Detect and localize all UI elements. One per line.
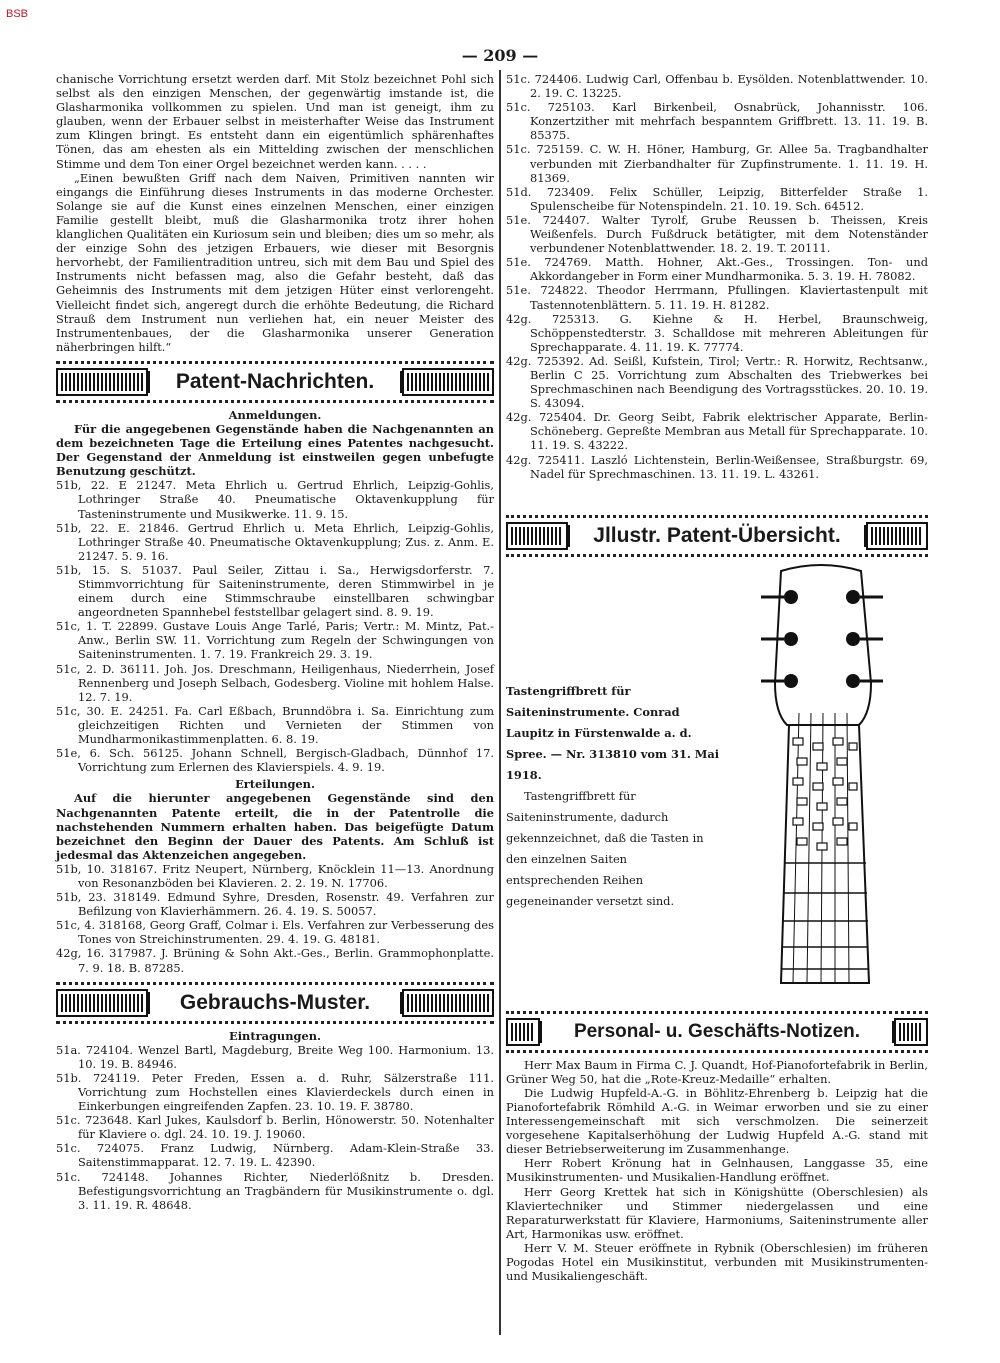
- gm-entry: 51e. 724407. Walter Tyrolf, Grube Reussen b. Theissen, Kreis Weißenfels. Durch Fußdruck betätigter, mit dem Notenständer verbundener Notenblattwender. 18. 2. 19. T. 20111.: [506, 212, 928, 256]
- patent-entry: 51c, 1. T. 22899. Gustave Louis Ange Tarlé, Paris; Vertr.: M. Mintz, Pat.-Anw., Berlin SW. 11. Vorrichtung zum Regeln der Schwingungen von Saiteninstrumenten. 1. 7. 19. Frankreich 29. 3. 19.: [56, 619, 494, 662]
- library-mark: BSB: [6, 8, 29, 20]
- anmeldungen-intro: Für die angegebenen Gegenstände haben die Nachgenannten an dem bezeichneten Tage die Erteilung eines Patentes nachgesucht. Der Gegenstand der Anmeldung ist einstweilen gegen unbefugte Benutzung geschützt.: [56, 421, 494, 479]
- banner-ornament: [402, 989, 494, 1017]
- gm-entry: 51c. 723648. Karl Jukes, Kaulsdorf b. Berlin, Hönowerstr. 50. Notenhalter für Klaviere o. dgl. 24. 10. 19. J. 19060.: [56, 1113, 494, 1142]
- patent-entry: 51b, 15. S. 51037. Paul Seiler, Zittau i. Sa., Herwigsdorferstr. 7. Stimmvorrichtung für Saiteninstrumente, deren Stimmwirbel in je einem durch eine Stimmschraube einstellbaren schwingbar angeordneten Spannhebel feststellbar gelagert sind. 8. 9. 19.: [56, 562, 494, 620]
- patent-entry: 51e, 6. Sch. 56125. Johann Schnell, Bergisch-Gladbach, Dünnhof 17. Vorrichtung zum Erlernen des Klavierspiels. 4. 9. 19.: [56, 746, 494, 775]
- figure-text: [506, 563, 721, 1003]
- business-note: Die Ludwig Hupfeld-A.-G. in Böhlitz-Ehrenberg b. Leipzig hat die Pianofortefabrik Römhild A.-G. in Weimar erworben und sie zu einer Interessengemeinschaft mit sich verschmolzen. Die seinerzeit vorgesehene Kapitalserhöhung der Ludwig Hupfeld A.-G. stand mit dieser Betriebserweiterung im Zusammenhange.: [506, 1085, 928, 1157]
- gm-entry: 42g. 725313. G. Kiehne & H. Herbel, Braunschweig, Schöppenstedterstr. 3. Schalldose mit mehreren Ableitungen für Sprechapparate. 4. 11. 19. K. 77774.: [506, 311, 928, 354]
- fingerboard-drawing: [721, 563, 928, 1003]
- patent-banner: [56, 361, 494, 403]
- gebrauchs-heading: Gebrauchs-Muster.: [148, 992, 402, 1014]
- gm-entry: 51c. 724075. Franz Ludwig, Nürnberg. Adam-Klein-Straße 33. Saitenstimmapparat. 12. 7. 19. L. 42390.: [56, 1141, 494, 1170]
- column-divider: [499, 70, 501, 1335]
- personal-banner: [506, 1011, 928, 1053]
- banner-ornament: [866, 522, 928, 550]
- gm-entry: 51c. 724148. Johannes Richter, Niederlößnitz b. Dresden. Befestigungsvorrichtung an Tragbändern für Musikinstrumente o. dgl. 3. 11. 19. R. 48648.: [56, 1169, 494, 1212]
- patent-heading: Patent-Nachrichten.: [148, 371, 402, 393]
- gm-entry: 42g. 725411. Laszló Lichtenstein, Berlin-Weißensee, Straßburgstr. 69, Nadel für Sprechmaschinen. 13. 11. 19. L. 43261.: [506, 452, 928, 481]
- banner-ornament: [56, 368, 148, 396]
- gm-entry: 42g. 725404. Dr. Georg Seibt, Fabrik elektrischer Apparate, Berlin-Schöneberg. Gepreßte Membran aus Metall für Sprechapparate. 10. 11. 19. S. 43222.: [506, 410, 928, 453]
- banner-ornament: [402, 368, 494, 396]
- gm-entry: 51e. 724769. Matth. Hohner, Akt.-Ges., Trossingen. Ton- und Akkordangeber in Form einer Mundharmonika. 5. 3. 19. H. 78082.: [506, 255, 928, 284]
- banner-ornament: [56, 989, 148, 1017]
- gm-entry: 51c. 724406. Ludwig Carl, Offenbau b. Eysölden. Notenblattwender. 10. 2. 19. C. 13225.: [506, 72, 928, 101]
- patent-entry: 51c, 2. D. 36111. Joh. Jos. Dreschmann, Heiligenhaus, Niederrhein, Josef Rennenberg und Joseph Selbach, Godesberg. Violine mit hohlem Halse. 12. 7. 19.: [56, 661, 494, 704]
- patent-entry: 42g, 16. 317987. J. Brüning & Sohn Akt.-Ges., Berlin. Grammophonplatte. 7. 9. 18. B. 87285.: [56, 946, 494, 975]
- business-note: Herr Georg Krettek hat sich in Königshütte (Oberschlesien) als Klaviertechniker und Stimmer niedergelassen und eine Reparaturwerkstatt für Klaviere, Harmoniums, Saiteninstrumente aller Art, Harmonikas usw. eröffnet.: [506, 1184, 928, 1241]
- patent-entry: 51b, 10. 318167. Fritz Neupert, Nürnberg, Knöcklein 11—13. Anordnung von Resonanzböden bei Klavieren. 2. 2. 19. N. 17706.: [56, 861, 494, 890]
- fingerboard-illustration: [721, 563, 928, 1003]
- patent-entry: 51b, 22. E 21247. Meta Ehrlich u. Gertrud Ehrlich, Leipzig-Gohlis, Lothringer Straße 40. Pneumatische Oktavenkupplung für Tasteninstrumente und Musikwerke. 11. 9. 15.: [56, 478, 494, 521]
- gm-entry: 51a. 724104. Wenzel Bartl, Magdeburg, Breite Weg 100. Harmonium. 13. 10. 19. B. 84946.: [56, 1042, 494, 1071]
- patent-entry: 51c, 4. 318168, Georg Graff, Colmar i. Els. Verfahren zur Verbesserung des Tones von Streichinstrumenten. 29. 4. 19. G. 48181.: [56, 918, 494, 947]
- left-column: [56, 72, 494, 1212]
- gm-entry: 51c. 725103. Karl Birkenbeil, Osnabrück, Johannisstr. 106. Konzertzither mit mehrfach bespanntem Griffbrett. 13. 11. 19. B. 85375.: [506, 100, 928, 143]
- patent-entry: 51b, 23. 318149. Edmund Syhre, Dresden, Rosenstr. 49. Verfahren zur Befilzung von Klavierhämmern. 26. 4. 19. S. 50057.: [56, 890, 494, 919]
- gm-entry: 51b. 724119. Peter Freden, Essen a. d. Ruhr, Sälzerstraße 111. Vorrichtung zum Hochstellen eines Klavierdeckels durch einen in Einkerbungen eingreifenden Zapfen. 23. 10. 19. F. 38780.: [56, 1070, 494, 1114]
- banner-ornament: [506, 522, 568, 550]
- illustr-heading: Jllustr. Patent-Übersicht.: [568, 525, 866, 547]
- page-number: — 209 —: [461, 46, 539, 65]
- gm-entry: 51e. 724822. Theodor Herrmann, Pfullingen. Klaviertastenpult mit Tastennotenblättern. 5. 11. 19. H. 81282.: [506, 283, 928, 312]
- patent-entry: 51c, 30. E. 24251. Fa. Carl Eßbach, Brunndöbra i. Sa. Einrichtung zum gleichzeitigen Richten und Vernieten der Stimmen von Mundharmonikastimmenplatten. 6. 8. 19.: [56, 703, 494, 747]
- illustr-banner: [506, 515, 928, 557]
- banner-ornament: [506, 1018, 540, 1046]
- gm-entry: 51d. 723409. Felix Schüller, Leipzig, Bitterfelder Straße 1. Spulenscheibe für Notenspindeln. 21. 10. 19. Sch. 64512.: [506, 184, 928, 213]
- gm-entry: 42g. 725392. Ad. Seißl, Kufstein, Tirol; Vertr.: R. Horwitz, Rechtsanw., Berlin C 25. Vorrichtung zum Abschalten des Triebwerkes bei Sprechmaschinen nach Beendigung des Vortragsstückes. 20. 10. 19. S. 43094.: [506, 353, 928, 411]
- eintragungen-title: Eintragungen.: [229, 1028, 321, 1043]
- erteilungen-title: Erteilungen.: [235, 777, 315, 792]
- right-column: [506, 72, 928, 1283]
- patent-entry: 51b, 22. E. 21846. Gertrud Ehrlich u. Meta Ehrlich, Leipzig-Gohlis, Lothringer Straße 40. Pneumatische Oktavenkupplung; Zus. z. Anm. E. 21247. 5. 9. 16.: [56, 520, 494, 563]
- figure-caption: Tastengriffbrett für Saiteninstrumente. Conrad Laupitz in Fürstenwalde a. d. Spree. — Nr. 313810 vom 31. Mai 1918.: [506, 683, 720, 782]
- business-note: Herr Robert Krönung hat in Gelnhausen, Langgasse 35, eine Musikinstrumenten- und Musikalien-Handlung eröffnet.: [506, 1156, 928, 1185]
- erteilungen-intro: Auf die hierunter angegebenen Gegenstände sind den Nachgenannten Patente erteilt, die in der Patentrolle die nachstehenden Nummern erhalten haben. Das beigefügte Datum bezeichnet den Beginn der Dauer des Patents. Am Schluß ist jedesmal das Aktenzeichen angegeben.: [56, 791, 494, 862]
- gebrauchs-banner: [56, 982, 494, 1024]
- figure-claim: Tastengriffbrett für Saiteninstrumente, dadurch gekennzeichnet, daß die Tasten in den einzelnen Saiten entsprechenden Reihen gegeneinander versetzt sind.: [506, 788, 704, 908]
- intro-paragraph: chanische Vorrichtung ersetzt werden darf. Mit Stolz bezeichnet Pohl sich selbst als den einzigen Menschen, der gegenwärtig imstande ist, die Glasharmonika vollkommen zu spielen. Und man ist geneigt, ihm zu glauben, wenn der Erbauer selbst in meisterhafter Weise das Instrument zum Klingen bringt. Es entsteht dann ein eigentümlich sphärenhaftes Tönen, das am ehesten als ein Mittelding zwischen der menschlichen Stimme und dem Ton einer Orgel bezeichnet werden kann. . . . .: [56, 72, 494, 171]
- intro-paragraph: „Einen bewußten Griff nach dem Naiven, Primitiven nannten wir eingangs die Einführung dieses Instruments in das moderne Orchester. Solange sie auf die Kunst eines einzelnen Menschen, einer einzigen Familie gestellt bleibt, muß die Glasharmonika trotz ihrer hohen klanglichen Qualitäten ein Kuriosum sein und bleiben; dies um so mehr, als der einzige Sohn des jetzigen Erbauers, wie dieser mit Besorgnis hervorhebt, der Familientradition untreu, sich mit dem Bau und Spiel des Instruments nicht befassen mag, also die Gefahr besteht, daß das Geheimnis des Instruments mit dem jetzigen Hüter einst verlorengeht. Vielleicht findet sich, angeregt durch die erhöhte Bedeutung, die Richard Strauß dem Instrument nun verliehen hat, ein neuer Meister des Instrumentenbaues, der die Glasharmonika unserer Generation näherbringen hilft.“: [56, 170, 494, 354]
- business-note: Herr V. M. Steuer eröffnete in Rybnik (Oberschlesien) im früheren Pogodas Hotel ein Musikinstitut, verbunden mit Musikinstrumenten- und Musikaliengeschäft.: [506, 1240, 928, 1284]
- personal-heading: Personal- u. Geschäfts-Notizen.: [540, 1021, 894, 1043]
- patent-figure: [506, 563, 928, 1003]
- gm-entry: 51c. 725159. C. W. H. Höner, Hamburg, Gr. Allee 5a. Tragbandhalter verbunden mit Zierbandhalter für Zupfinstrumente. 1. 11. 19. H. 81369.: [506, 142, 928, 185]
- business-note: Herr Max Baum in Firma C. J. Quandt, Hof-Pianofortefabrik in Berlin, Grüner Weg 50, hat die „Rote-Kreuz-Medaille“ erhalten.: [506, 1057, 928, 1086]
- anmeldungen-title: Anmeldungen.: [228, 407, 322, 422]
- banner-ornament: [894, 1018, 928, 1046]
